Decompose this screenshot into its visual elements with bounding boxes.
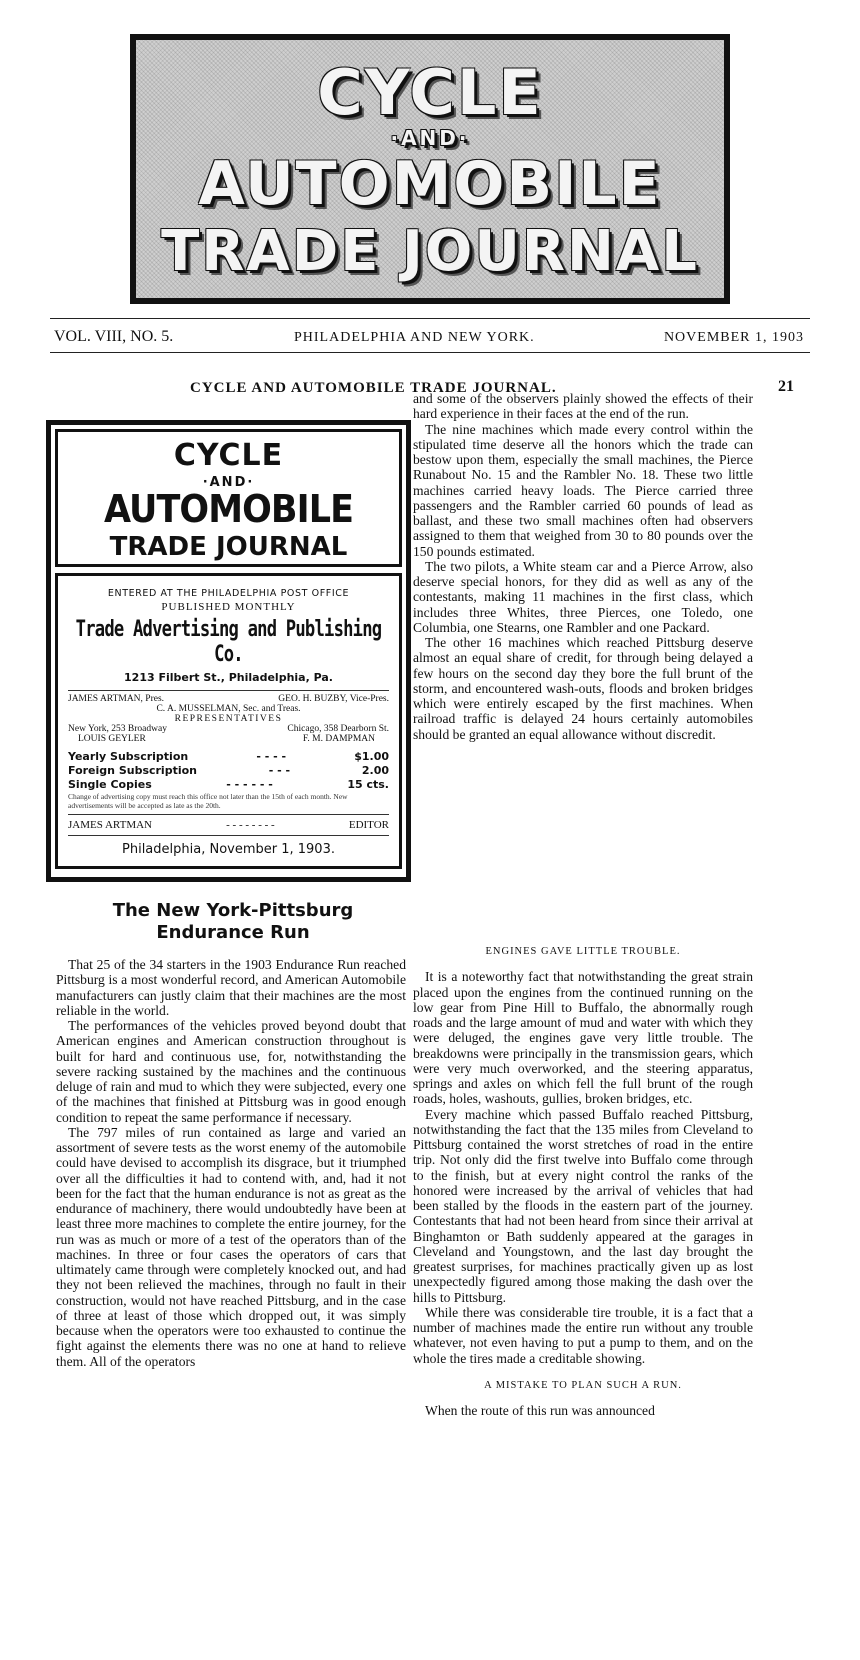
- paragraph: Every machine which passed Buffalo reached Pittsburg, notwithstanding the fact that the 135 miles from Cleveland to Pittsburg contained the worst stretches of road in the entire trip. Not only did the first twelve into Buffalo come through to the finish, but at every night control the ranks of the honored were increased by the arrival of vehicles that had been stalled by the floods in the eastern part of the journey. Contestants that had not been heard from since their arrival at Binghamton or Bath suddenly appeared at the garages in Cleveland and Youngstown, and the last day brought the greatest surprises, for machines practically given up as lost unexpectedly figured among those making the dash over the hills to Pittsburg.: [413, 1106, 753, 1305]
- left-column: [56, 957, 406, 1369]
- masthead-automobile: AUTOMOBILE: [198, 149, 662, 219]
- leader-dots: - - -: [268, 764, 291, 777]
- leader-dots: - - - - - -: [226, 778, 273, 791]
- entered-notice: ENTERED AT THE PHILADELPHIA POST OFFICE: [107, 588, 350, 599]
- issue-cities: PHILADELPHIA AND NEW YORK.: [294, 330, 535, 345]
- leader-dots: - - - - - - - -: [226, 819, 275, 832]
- paragraph: While there was considerable tire trouble, it is a fact that a number of machines made the entire run without any trouble whatever, not even having to put a pump to them, and on the whole the tires made a creditable showing.: [413, 1304, 753, 1366]
- right-column-lower: [413, 930, 753, 1418]
- masthead-and: ·AND·: [390, 126, 470, 150]
- subscription-label: Foreign Subscription: [68, 764, 197, 777]
- rep-chicago: Chicago, 358 Dearborn St.: [287, 724, 389, 734]
- infobox-trade-journal: TRADE JOURNAL: [109, 531, 348, 562]
- publisher-address: 1213 Filbert St., Philadelphia, Pa.: [124, 671, 333, 684]
- article-title: The New York-Pittsburg Endurance Run: [112, 900, 354, 943]
- rep-name-left: LOUIS GEYLER: [78, 734, 146, 744]
- top-rule: [50, 318, 810, 319]
- paragraph: The performances of the vehicles proved beyond doubt that American engines and American construction throughout is built for hard and continuous use, for, notwithstanding the severe racking sustained by the machines and the continuous deluge of rain and mud to which they were subjected, every one of the machines that finished at Pittsburg was in good enough condition to repeat the same performance if necessary.: [56, 1018, 406, 1125]
- infobox-cycle: CYCLE: [173, 438, 284, 473]
- paragraph: That 25 of the 34 starters in the 1903 Endurance Run reached Pittsburg is a most wonderful record, and American Automobile manufacturers can justly claim that their machines are the most reliable in the world.: [56, 957, 406, 1018]
- masthead: [130, 34, 730, 304]
- rep-name-right: F. M. DAMPMAN: [302, 734, 375, 744]
- page-number: 21: [778, 378, 794, 395]
- subheading: A MISTAKE TO PLAN SUCH A RUN.: [484, 1379, 682, 1391]
- subscription-label: Single Copies: [68, 778, 152, 791]
- officers-row: [68, 694, 389, 704]
- paragraph: The other 16 machines which reached Pittsburg deserve almost an equal share of credit, for through being delayed a few hours on the second day they bore the full brunt of the storm, and encountered wash-outs, floods and broken bridges which were entirely escaped by the first machines. When railroad traffic is delayed 24 hours certainly automobiles should be granted an equal allowance without discredit.: [413, 635, 753, 742]
- masthead-trade-journal: TRADE JOURNAL: [161, 219, 699, 284]
- issue-line: [54, 328, 804, 354]
- editor-label: EDITOR: [348, 819, 389, 832]
- publication-info-box: [46, 420, 411, 882]
- secretary: C. A. MUSSELMAN, Sec. and Treas.: [156, 704, 301, 714]
- subscription-label: Yearly Subscription: [68, 750, 189, 763]
- rep-cities-row: [68, 724, 389, 734]
- rep-names-row: [68, 734, 389, 744]
- editor-row: [68, 814, 389, 831]
- paragraph: It is a noteworthy fact that notwithstanding the great strain placed upon the engines from the continued running on the low gear from Pine Hill to Buffalo, the abnormally rough roads and the large amount of mud and water with which they were deluged, the engines gave very little trouble. The breakdowns were principally in the transmission gears, which were very much overworked, and the steering apparatus, springs and axles on which fell the full brunt of the rough roads, holes, washouts, gullies, broken bridges, etc.: [413, 969, 753, 1107]
- subheading: ENGINES GAVE LITTLE TROUBLE.: [485, 946, 681, 957]
- vice-president: GEO. H. BUZBY, Vice-Pres.: [278, 694, 389, 704]
- infobox-title: [55, 429, 402, 567]
- subscription-price: 2.00: [361, 764, 389, 777]
- right-column-upper: [413, 391, 753, 742]
- masthead-panel: [136, 40, 724, 298]
- paragraph: The nine machines which made every control within the stipulated time deserve all the honors which the trade can bestow upon them, especially the small machines, the Pierce Runabout No. 15 and the Rambler No. 18. These two little machines carried heavy loads. The Pierce carried three passengers and the Rambler carried 60 pounds of lead as ballast, and these two small machines often had observers assigned to them that weighed from 30 to 80 pounds over the 150 pounds estimated.: [413, 421, 753, 559]
- infobox-details: [55, 573, 402, 869]
- subscription-price: 15 cts.: [347, 778, 389, 791]
- publisher-name: Trade Advertising and Publishing Co.: [75, 617, 382, 667]
- subscription-yearly: [68, 750, 389, 763]
- infobox-and: ·AND·: [202, 475, 255, 490]
- paragraph: When the route of this run was announced: [425, 1403, 655, 1418]
- rep-new-york: New York, 253 Broadway: [68, 724, 167, 734]
- dateline: Philadelphia, November 1, 1903.: [68, 835, 389, 857]
- published-monthly: PUBLISHED MONTHLY: [161, 601, 296, 613]
- issue-date: NOVEMBER 1, 1903: [663, 330, 804, 345]
- paragraph: and some of the observers plainly showed the effects of their hard experience in their faces at the end of the run.: [413, 391, 753, 422]
- representatives-heading: REPRESENTATIVES: [174, 714, 283, 724]
- masthead-cycle: CYCLE: [317, 56, 543, 129]
- leader-dots: - - - -: [256, 750, 287, 763]
- president: JAMES ARTMAN, Pres.: [68, 694, 165, 704]
- editor-name: JAMES ARTMAN: [68, 819, 152, 832]
- issue-rule: [50, 352, 810, 353]
- paragraph: The 797 miles of run contained as large and varied an assortment of severe tests as the worst enemy of the automobile could have devised to accomplish its disgrace, but it triumphed over all the difficulties it had to contend with, and, had it not been for the fact that the human endurance is not as great as the endurance of machinery, there would undoubtedly have been at least three more machines to complete the entire journey, for the run was as much or more of a test of the operators than of the machines. In three or four cases the operators of cars that ultimately came through were completely knocked out, and had they not been relieved the machines, through no fault in their construction, would not have reached Pittsburg, and in the case of three at least of those which dropped out, it was simply because when the operators were too exhausted to continue the fight against the elements there was no one at hand to relieve them. All of the operators: [56, 1124, 406, 1369]
- paragraph: The two pilots, a White steam car and a Pierce Arrow, also deserve special honors, for they did as well as any of the contestants, making 11 machines in the first class, which includes three Whites, three Pierces, one Toledo, one Columbia, one Stearns, one Rambler and one Packard.: [413, 558, 753, 635]
- infobox-automobile: AUTOMOBILE: [103, 487, 354, 531]
- running-head: CYCLE AND AUTOMOBILE TRADE JOURNAL.: [190, 380, 557, 396]
- subscription-single: [68, 778, 389, 791]
- issue-volume: VOL. VIII, NO. 5.: [54, 328, 174, 345]
- subscription-price: $1.00: [354, 750, 389, 763]
- subscription-foreign: [68, 764, 389, 777]
- divider: [68, 690, 389, 691]
- advertising-note: Change of advertising copy must reach this office not later than the 15th of each month. New advertisements will be accepted as late as the 20th.: [68, 792, 348, 810]
